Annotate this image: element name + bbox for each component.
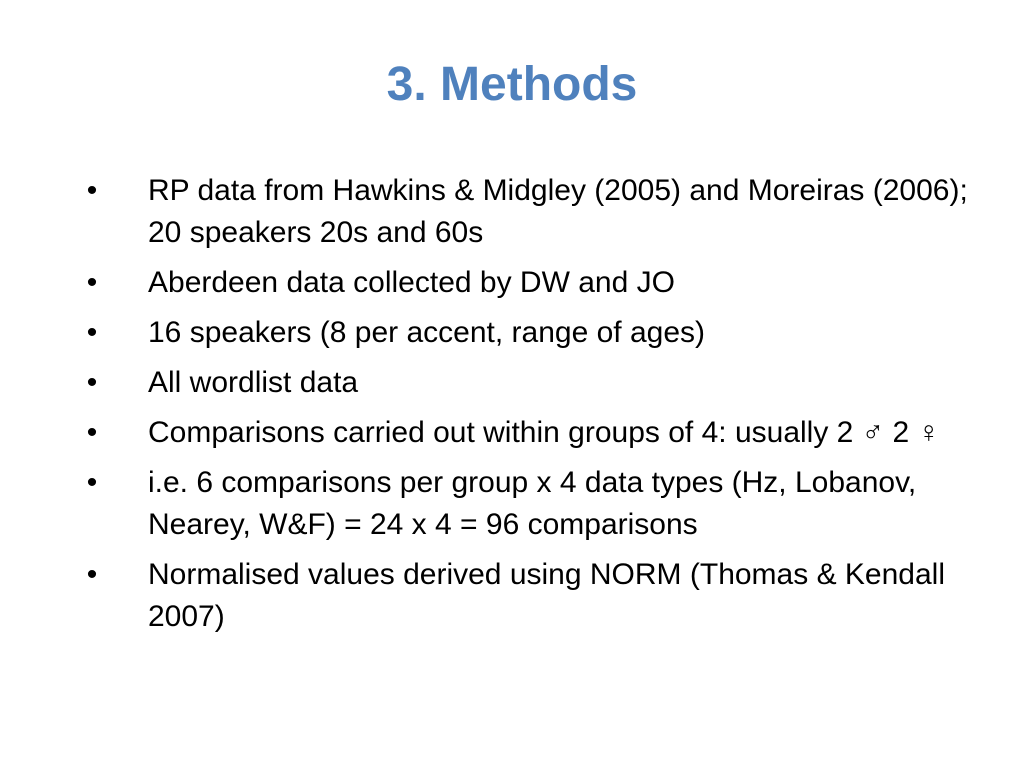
bullet-dot-icon: •	[86, 366, 98, 399]
bullet-dot-icon: •	[86, 174, 98, 207]
bullet-item	[0, 170, 1024, 254]
bullet-item	[0, 312, 1024, 354]
bullet-text: Comparisons carried out within groups of 4: usually 2 ♂ 2 ♀	[148, 416, 941, 449]
bullet-dot-icon: •	[86, 416, 98, 449]
bullet-dot-icon: •	[86, 266, 98, 299]
bullet-text: Aberdeen data collected by DW and JO	[148, 266, 675, 299]
bullet-text: RP data from Hawkins & Midgley (2005) and Moreiras (2006); 20 speakers 20s and 60s	[148, 174, 968, 249]
bullet-text: i.e. 6 comparisons per group x 4 data types (Hz, Lobanov, Nearey, W&F) = 24 x 4 = 96 comparisons	[148, 466, 917, 541]
bullet-item	[0, 462, 1024, 546]
bullet-dot-icon: •	[86, 316, 98, 349]
bullet-item	[0, 412, 1024, 454]
bullet-list	[0, 170, 1024, 646]
bullet-text: Normalised values derived using NORM (Thomas & Kendall 2007)	[148, 558, 945, 633]
bullet-text: 16 speakers (8 per accent, range of ages)	[148, 316, 705, 349]
bullet-text: All wordlist data	[148, 366, 359, 399]
bullet-item	[0, 554, 1024, 638]
bullet-item	[0, 362, 1024, 404]
bullet-dot-icon: •	[86, 466, 98, 499]
bullet-dot-icon: •	[86, 558, 98, 591]
slide-title: 3. Methods	[386, 58, 638, 111]
bullet-item	[0, 262, 1024, 304]
